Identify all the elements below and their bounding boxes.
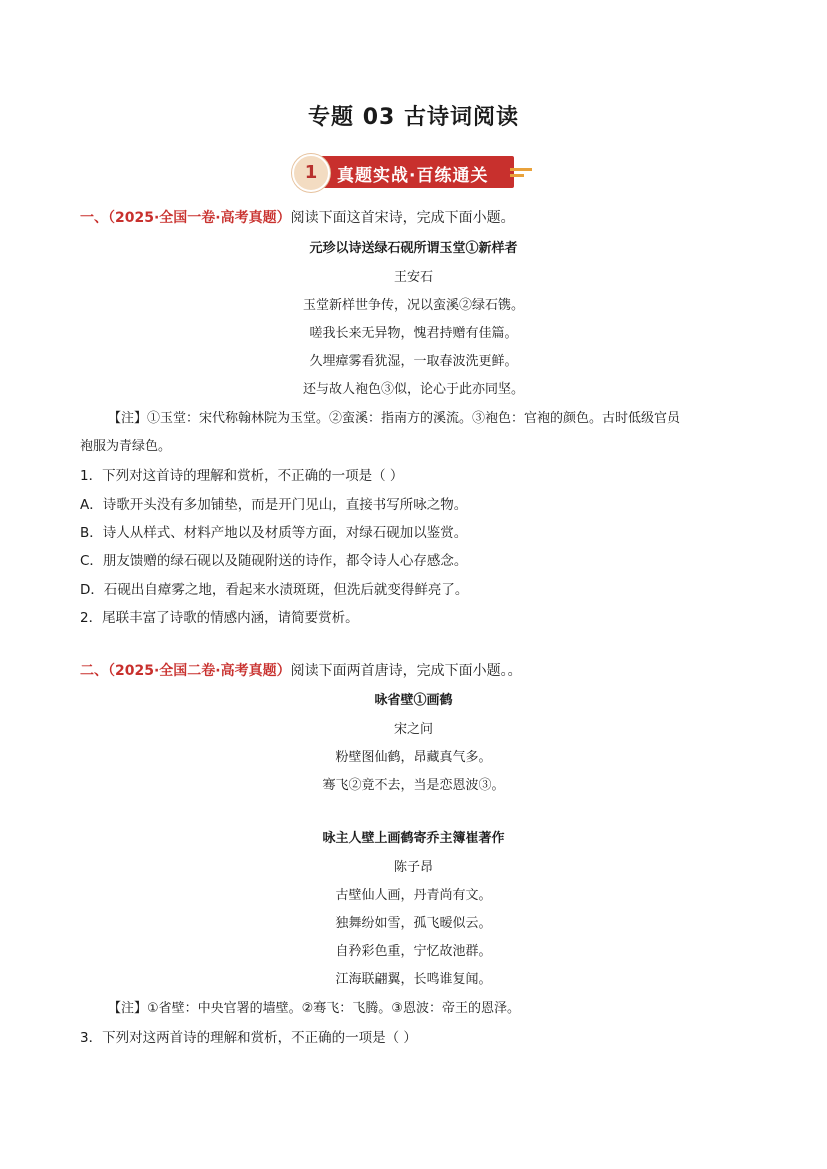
- banner-decoration: [510, 168, 532, 180]
- section1-heading: [80, 207, 515, 227]
- section1-note-cont: 袍服为青绿色。: [80, 439, 172, 454]
- section-banner: [292, 154, 532, 192]
- section1-instruction: 阅读下面这首宋诗，完成下面小题。: [290, 210, 515, 226]
- question-2: 2．尾联丰富了诗歌的情感内涵，请简要赏析。: [80, 610, 359, 626]
- poem2b-title: 咏主人壁上画鹤寄乔主簿崔著作: [322, 831, 505, 846]
- poem-line: 嗟我长来无异物，愧君持赠有佳篇。: [309, 326, 518, 341]
- poem-line: 粉壁图仙鹤，昂藏真气多。: [335, 750, 492, 765]
- section2-note: 【注】①省壁：中央官署的墙壁。②骞飞：飞腾。③恩波：帝王的恩泽。: [108, 1001, 520, 1016]
- section2-label: 二、（2025·全国二卷·高考真题）: [80, 663, 291, 679]
- option-a: A．诗歌开头没有多加铺垫，而是开门见山，直接书写所咏之物。: [80, 497, 468, 513]
- section2-instruction: 阅读下面两首唐诗，完成下面小题。。: [290, 663, 522, 679]
- poem-line: 骞飞②竟不去，当是恋恩波③。: [322, 778, 505, 793]
- banner-text: 真题实战·百练通关: [337, 166, 489, 186]
- poem1-title: 元珍以诗送绿石砚所谓玉堂①新样者: [309, 241, 518, 256]
- option-c: C．朋友馈赠的绿石砚以及随砚附送的诗作，都令诗人心存感念。: [80, 553, 468, 569]
- section1-note: 【注】①玉堂：宋代称翰林院为玉堂。②蛮溪：指南方的溪流。③袍色：官袍的颜色。古时低级官员: [108, 411, 681, 426]
- page-title: 专题 03 古诗词阅读: [308, 105, 519, 130]
- poem1-author: 王安石: [393, 270, 433, 285]
- section2-heading: [80, 660, 522, 680]
- section1-label: 一、（2025·全国一卷·高考真题）: [80, 210, 291, 226]
- poem2a-title: 咏省壁①画鹤: [374, 693, 453, 708]
- poem-line: 还与故人袍色③似，论心于此亦同坚。: [302, 382, 524, 397]
- option-d: D．石砚出自瘴雾之地，看起来水渍斑斑，但洗后就变得鲜亮了。: [80, 582, 469, 598]
- poem2b-author: 陈子昂: [393, 860, 433, 875]
- question-1: 1．下列对这首诗的理解和赏析，不正确的一项是（ ）: [80, 468, 404, 484]
- poem-line: 玉堂新样世争传，况以蛮溪②绿石镌。: [302, 298, 524, 313]
- poem-line: 久埋瘴雾看犹湿，一取春波洗更鲜。: [309, 354, 518, 369]
- banner-number: 1: [304, 162, 318, 183]
- question-3: 3．下列对这两首诗的理解和赏析，不正确的一项是（ ）: [80, 1030, 417, 1046]
- poem2a-author: 宋之问: [393, 722, 433, 737]
- poem-line: 自矜彩色重，宁忆故池群。: [335, 944, 492, 959]
- poem-line: 独舞纷如雪，孤飞暧似云。: [335, 916, 492, 931]
- poem-line: 古壁仙人画，丹青尚有文。: [335, 888, 492, 903]
- poem-line: 江海联翩翼，长鸣谁复闻。: [335, 972, 492, 987]
- option-b: B．诗人从样式、材料产地以及材质等方面，对绿石砚加以鉴赏。: [80, 525, 468, 541]
